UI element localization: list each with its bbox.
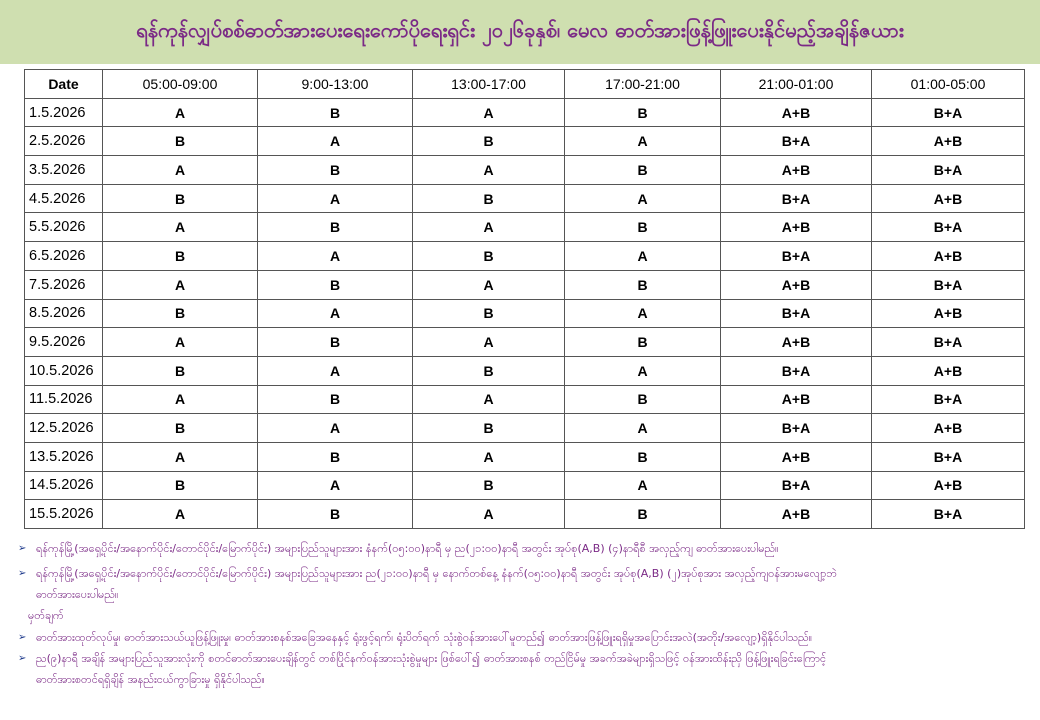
column-header-slot-2: 9:00-13:00: [258, 70, 413, 99]
date-cell: 15.5.2026: [25, 500, 103, 529]
remark-text: ဓာတ်အားထုတ်လုပ်မှု၊ ဓာတ်အားသယ်ယူဖြန့်ဖြူးမှု၊ ဓာတ်အားစနစ်အခြေအနေနှင့် ရုံးဖွင့်ရက်၊ ရုံးပိတ်ရက် သုံးစွဲဝန်အားပေါ်မူတည်၍ ဓာတ်အားဖြန့်ဖြူးရရှိမှုအပြောင်းအလဲ(အတိုး/အလျော့)ရှိနိုင်ပါသည်။: [36, 631, 813, 644]
title-banner: [0, 0, 1040, 64]
group-cell: B+A: [872, 328, 1025, 357]
arrow-bullet-icon: ➢: [18, 632, 27, 643]
arrow-bullet-icon: ➢: [18, 543, 27, 554]
date-cell: 6.5.2026: [25, 242, 103, 271]
group-cell: B+A: [721, 242, 872, 271]
group-cell: A: [103, 385, 258, 414]
remark-text: ည(၉)နာရီ အချိန် အများပြည်သူအားလုံးကို စတင်ဓာတ်အားပေးချိန်တွင် တစ်ပြိုင်နက်ဝန်အားသုံးစွဲမှုများ ဖြစ်ပေါ်၍ ဓာတ်အားစနစ် တည်ငြိမ်မှု အခက်အခဲများရှိသဖြင့် ဝန်အားထိန်းညှိ ဖြန့်ဖြူးရခြင်းကြောင့်: [36, 652, 827, 665]
group-cell: B: [413, 184, 565, 213]
group-cell: A: [258, 242, 413, 271]
group-cell: B: [103, 414, 258, 443]
group-cell: B: [103, 299, 258, 328]
group-cell: B+A: [721, 471, 872, 500]
schedule-table: [24, 69, 1025, 529]
group-cell: A+B: [721, 270, 872, 299]
date-cell: 7.5.2026: [25, 270, 103, 299]
group-cell: B: [413, 299, 565, 328]
date-cell: 2.5.2026: [25, 127, 103, 156]
group-cell: A: [258, 299, 413, 328]
group-cell: B: [565, 156, 721, 185]
group-cell: A: [258, 414, 413, 443]
group-cell: A: [413, 156, 565, 185]
arrow-bullet-icon: ➢: [18, 568, 27, 579]
group-cell: B: [258, 98, 413, 127]
group-cell: A+B: [721, 500, 872, 529]
date-cell: 3.5.2026: [25, 156, 103, 185]
date-cell: 1.5.2026: [25, 98, 103, 127]
table-row: [25, 442, 1025, 471]
group-cell: A: [258, 127, 413, 156]
group-cell: A: [103, 98, 258, 127]
group-cell: B+A: [872, 442, 1025, 471]
date-cell: 5.5.2026: [25, 213, 103, 242]
group-cell: B+A: [721, 184, 872, 213]
group-cell: A: [103, 328, 258, 357]
group-cell: A: [565, 184, 721, 213]
date-cell: 12.5.2026: [25, 414, 103, 443]
group-cell: A+B: [872, 356, 1025, 385]
group-cell: A: [103, 213, 258, 242]
group-cell: B: [258, 213, 413, 242]
group-cell: A+B: [872, 184, 1025, 213]
group-cell: A: [565, 356, 721, 385]
group-cell: A+B: [872, 242, 1025, 271]
group-cell: B+A: [721, 299, 872, 328]
table-body: [25, 98, 1025, 528]
group-cell: B: [258, 385, 413, 414]
group-cell: B: [565, 385, 721, 414]
table-row: [25, 127, 1025, 156]
group-cell: A+B: [872, 414, 1025, 443]
group-cell: B: [258, 500, 413, 529]
group-cell: B: [565, 500, 721, 529]
arrow-bullet-icon: ➢: [18, 653, 27, 664]
group-cell: A: [258, 471, 413, 500]
group-cell: A: [565, 299, 721, 328]
group-cell: B: [565, 442, 721, 471]
note-item: [18, 563, 1028, 605]
group-cell: A: [413, 500, 565, 529]
group-cell: B+A: [872, 385, 1025, 414]
group-cell: B+A: [721, 356, 872, 385]
group-cell: B+A: [872, 500, 1025, 529]
group-cell: A+B: [872, 299, 1025, 328]
date-cell: 8.5.2026: [25, 299, 103, 328]
table-row: [25, 270, 1025, 299]
group-cell: B: [103, 471, 258, 500]
group-cell: A: [413, 442, 565, 471]
date-cell: 11.5.2026: [25, 385, 103, 414]
note-text: ရန်ကုန်မြို့(အရှေ့ပိုင်း/အနောက်ပိုင်း/တောင်ပိုင်း/မြောက်ပိုင်း) အများပြည်သူများအား နံနက်(၀၅:၀၀)နာရီ မှ ည(၂၁:၀၀)နာရီ အတွင်း အုပ်စု(A,B) (၄)နာရီစီ အလှည့်ကျ ဓာတ်အားပေးပါမည်။: [36, 542, 779, 555]
table-row: [25, 98, 1025, 127]
column-header-slot-3: 13:00-17:00: [413, 70, 565, 99]
group-cell: A+B: [721, 328, 872, 357]
group-cell: B+A: [721, 127, 872, 156]
group-cell: B: [258, 156, 413, 185]
date-cell: 9.5.2026: [25, 328, 103, 357]
group-cell: B+A: [872, 98, 1025, 127]
group-cell: A: [258, 356, 413, 385]
group-cell: B: [413, 356, 565, 385]
group-cell: A: [413, 385, 565, 414]
group-cell: B: [565, 213, 721, 242]
group-cell: A: [103, 156, 258, 185]
table-row: [25, 299, 1025, 328]
remark-item: [18, 648, 1028, 690]
remark-heading: မှတ်ချက်: [28, 609, 64, 622]
date-cell: 10.5.2026: [25, 356, 103, 385]
group-cell: A: [565, 127, 721, 156]
column-header-slot-5: 21:00-01:00: [721, 70, 872, 99]
group-cell: B: [258, 442, 413, 471]
remark-text-continuation: ဓာတ်အားစတင်ရရှိချိန် အနည်းငယ်ကွာခြားမှု ရှိနိုင်ပါသည်။: [36, 673, 265, 686]
group-cell: A: [413, 328, 565, 357]
group-cell: A+B: [721, 442, 872, 471]
group-cell: A+B: [721, 156, 872, 185]
table-row: [25, 328, 1025, 357]
group-cell: B+A: [872, 156, 1025, 185]
group-cell: B: [103, 184, 258, 213]
column-header-date: Date: [25, 70, 103, 99]
group-cell: B: [565, 270, 721, 299]
group-cell: B: [103, 127, 258, 156]
group-cell: A+B: [721, 98, 872, 127]
column-header-slot-4: 17:00-21:00: [565, 70, 721, 99]
group-cell: B: [413, 242, 565, 271]
table-row: [25, 242, 1025, 271]
group-cell: A: [413, 98, 565, 127]
group-cell: A: [565, 471, 721, 500]
table-header-row: [25, 70, 1025, 99]
date-cell: 14.5.2026: [25, 471, 103, 500]
group-cell: A: [103, 270, 258, 299]
group-cell: A: [565, 414, 721, 443]
group-cell: B+A: [872, 213, 1025, 242]
note-text-continuation: ဓာတ်အားပေးပါမည်။: [36, 588, 119, 601]
group-cell: A+B: [721, 213, 872, 242]
page-title: ရန်ကုန်လျှပ်စစ်ဓာတ်အားပေးရေးကော်ပိုရေးရှင်း ၂၀၂၆ခုနှစ်၊ မေလ ဓာတ်အားဖြန့်ဖြူးပေးနိုင်မည့်အချိန်ဇယား: [136, 18, 904, 42]
table-row: [25, 156, 1025, 185]
group-cell: B: [413, 127, 565, 156]
table-row: [25, 213, 1025, 242]
group-cell: A: [103, 442, 258, 471]
group-cell: B+A: [721, 414, 872, 443]
table-row: [25, 356, 1025, 385]
table-row: [25, 385, 1025, 414]
group-cell: A+B: [872, 471, 1025, 500]
group-cell: B: [565, 328, 721, 357]
group-cell: A: [413, 213, 565, 242]
remark-item: [18, 627, 1028, 648]
column-header-slot-1: 05:00-09:00: [103, 70, 258, 99]
notes-section: [18, 538, 1028, 690]
group-cell: B: [103, 242, 258, 271]
table-row: [25, 471, 1025, 500]
table-row: [25, 184, 1025, 213]
group-cell: B+A: [872, 270, 1025, 299]
group-cell: A: [565, 242, 721, 271]
date-cell: 4.5.2026: [25, 184, 103, 213]
table-row: [25, 500, 1025, 529]
group-cell: B: [258, 328, 413, 357]
group-cell: A+B: [721, 385, 872, 414]
group-cell: B: [413, 414, 565, 443]
table-row: [25, 414, 1025, 443]
group-cell: B: [258, 270, 413, 299]
note-text: ရန်ကုန်မြို့(အရှေ့ပိုင်း/အနောက်ပိုင်း/တောင်ပိုင်း/မြောက်ပိုင်း) အများပြည်သူများအား ည(၂၁:၀၀)နာရီ မှ နောက်တစ်နေ့ နံနက်(၀၅:၀၀)နာရီ အတွင်း အုပ်စု(A,B) (၂)အုပ်စုအား အလှည့်ကျဝန်အားမလျော့ဘဲ: [36, 567, 837, 580]
group-cell: B: [565, 98, 721, 127]
group-cell: B: [103, 356, 258, 385]
date-cell: 13.5.2026: [25, 442, 103, 471]
group-cell: B: [413, 471, 565, 500]
group-cell: A: [103, 500, 258, 529]
group-cell: A+B: [872, 127, 1025, 156]
column-header-slot-6: 01:00-05:00: [872, 70, 1025, 99]
group-cell: A: [258, 184, 413, 213]
group-cell: A: [413, 270, 565, 299]
note-item: [18, 538, 1028, 559]
